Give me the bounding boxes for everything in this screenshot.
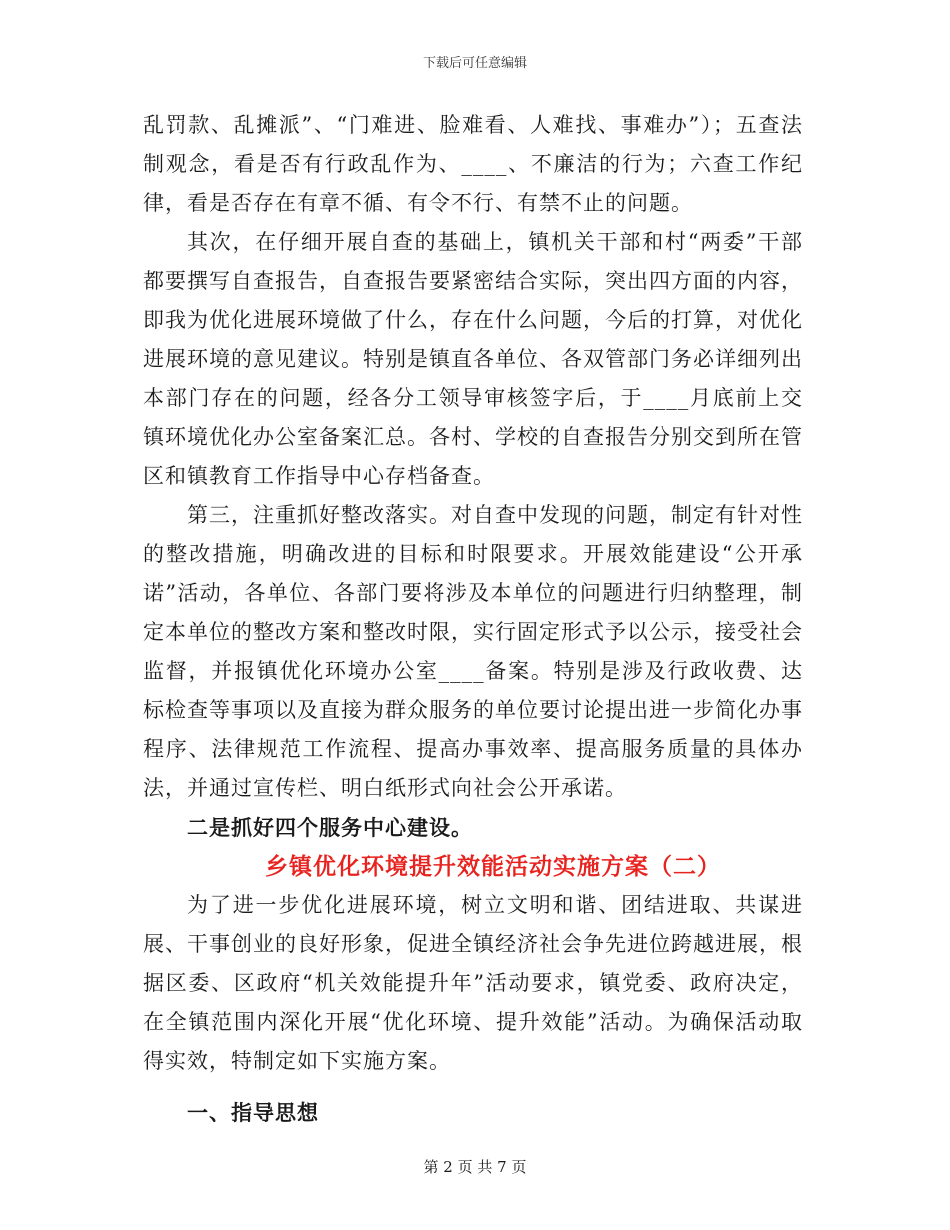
paragraph-self-report: 其次，在仔细开展自查的基础上，镇机关干部和村“两委”干部都要撰写自查报告，自查报告要紧密结合实际，突出四方面的内容，即我为优化进展环境做了什么，存在什么问题，今后的打算，对优化进展环境的意见建议。特别是镇直各单位、各双管部门务必详细列出本部门存在的问题，经各分工领导审核签字后，于____月底前上交镇环境优化办公室备案汇总。各村、学校的自查报告分别交到所在管区和镇教育工作指导中心存档备查。: [143, 230, 803, 488]
paragraph-rectification: 第三，注重抓好整改落实。对自查中发现的问题，制定有针对性的整改措施，明确改进的目标和时限要求。开展效能建设“公开承诺”活动，各单位、各部门要将涉及本单位的问题进行归纳整理，制定本单位的整改方案和整改时限，实行固定形式予以公示，接受社会监督，并报镇优化环境办公室____备案。特别是涉及行政收费、达标检查等事项以及直接为群众服务的单位要讨论提出进一步简化办事程序、法律规范工作流程、提高办事效率、提高服务质量的具体办法，并通过宣传栏、明白纸形式向社会公开承诺。: [143, 503, 803, 800]
page-header: 下载后可任意编辑: [422, 56, 527, 71]
document-body: [143, 106, 803, 1132]
page-number: 第 2 页 共 7 页: [423, 1158, 527, 1176]
subheading-service-centers: 二是抓好四个服务中心建设。: [187, 815, 473, 840]
paragraph-intro: 为了进一步优化进展环境，树立文明和谐、团结进取、共谋进展、干事创业的良好形象，促进全镇经济社会争先进位跨越进展，根据区委、区政府“机关效能提升年”活动要求，镇党委、政府决定，在全镇范围内深化开展“优化环境、提升效能”活动。为确保活动取得实效，特制定如下实施方案。: [143, 893, 803, 1073]
section-heading-guiding-thought: 一、指导思想: [187, 1100, 319, 1125]
paragraph-continued: 乱罚款、乱摊派”、“门难进、脸难看、人难找、事难办”）；五查法制观念，看是否有行政乱作为、____、不廉洁的行为；六查工作纪律，看是否存在有章不循、有令不行、有禁不止的问题。: [143, 113, 803, 215]
document-title: 乡镇优化环境提升效能活动实施方案（二）: [265, 853, 721, 880]
